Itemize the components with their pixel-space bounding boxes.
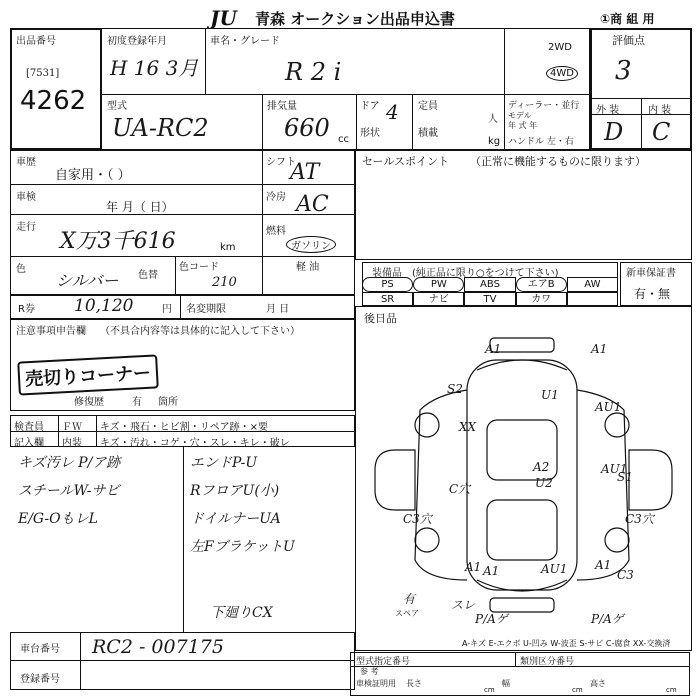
sales-point-note: （正常に機能するものに限ります） (470, 155, 646, 168)
interior-label: 内 装 (648, 105, 672, 116)
fuel-gas: ガソリン (286, 236, 336, 253)
sales-point-label: セールスポイント (362, 155, 450, 168)
width-label: 幅 (502, 679, 510, 688)
damage-mark: C3穴 (403, 512, 432, 526)
height-label: 高さ (590, 679, 606, 688)
damage-mark: XX (459, 420, 477, 434)
tax-unit: 円 (162, 304, 172, 315)
car-name-label: 車名・グレード (210, 36, 280, 47)
note-right: RフロアU(小) (190, 483, 280, 499)
load-unit: kg (488, 136, 501, 147)
tax-value: 10,120 (74, 296, 134, 316)
fuel-diesel: 軽 油 (296, 262, 320, 273)
damage-mark: C3穴 (625, 512, 654, 526)
equipment-item: ABS (464, 277, 515, 292)
mileage-unit: km (220, 242, 236, 253)
mileage-label: 走行 (16, 222, 36, 233)
notice-label: 注意事項申告欄 (16, 326, 86, 337)
damage-mark: U1 (541, 388, 559, 402)
displacement-value: 660 (284, 114, 330, 142)
lot-number-label: 出品番号 (16, 36, 56, 47)
ref-label: 参 考 (360, 667, 379, 676)
transfer-value: 月 日 (266, 304, 290, 315)
equipment-grid (362, 277, 618, 306)
equipment-note: (純正品に限り○をつけて下さい) (412, 268, 559, 279)
width-unit: cm (572, 686, 583, 694)
record-interior: 内装 (62, 438, 82, 449)
drive-4wd: 4WD (546, 66, 578, 81)
damage-mark: S2 (447, 382, 463, 396)
capacity-label: 定員 (418, 101, 438, 112)
damage-mark: P/Aゲ (475, 612, 508, 626)
warranty-label: 新車保証書 (626, 268, 676, 279)
damage-mark: C3 (617, 568, 634, 582)
damage-mark: A1 (483, 564, 500, 578)
equipment-item: PW (413, 277, 464, 292)
load-label: 積載 (418, 128, 438, 139)
diagram-marks (355, 330, 692, 630)
door-value: 4 (386, 100, 399, 124)
lot-small-number: [7531] (26, 68, 60, 79)
note-right: 下廻りCX (210, 605, 273, 621)
equipment-item (567, 292, 618, 307)
inspection-value: 年 月（ 日） (106, 200, 174, 214)
height-unit: cm (666, 686, 677, 694)
damage-mark: AU1 (601, 462, 628, 476)
color-code-label: 色コード (179, 262, 219, 273)
note-right: 左FブラケットU (190, 539, 295, 555)
rear-label: 後日品 (364, 312, 397, 325)
repair-part-label: 箇所 (158, 397, 178, 408)
record-interior-items: キズ・汚れ・コゲ・穴・スレ・キレ・破レ (100, 438, 290, 449)
ac-label: 冷房 (266, 192, 286, 203)
exterior-value: D (604, 118, 624, 146)
equipment-item: PS (362, 277, 413, 292)
note-left: キズ汚レ P/ア跡 (18, 455, 121, 471)
model-year-label: モデル (508, 111, 532, 120)
equipment-item: ナビ (413, 292, 464, 307)
length-label: 長さ (406, 679, 422, 688)
note-left: スチールW-サビ (18, 483, 120, 499)
damage-mark: A2 (533, 460, 550, 474)
equipment-item: SR (362, 292, 413, 307)
interior-value: C (652, 118, 671, 146)
damage-mark: A1 (465, 560, 482, 574)
fuel-label: 燃料 (266, 226, 286, 237)
damage-mark: U2 (535, 476, 553, 490)
chassis-label: 車台番号 (20, 644, 60, 655)
inspection-label: 車検 (16, 192, 36, 203)
repair-history-value: 有 (132, 397, 142, 408)
record-label: 記入欄 (14, 438, 44, 449)
displacement-label: 排気量 (267, 101, 297, 112)
mileage-value: X万3千616 (60, 229, 176, 254)
tax-label: R券 (18, 304, 35, 315)
car-name-value: R 2 i (285, 58, 342, 86)
notice-note: （不具合内容等は具体的に記入して下さい） (100, 326, 300, 337)
inspector-fw-items: キズ・飛石・ヒビ割・リペア跡・×要 (100, 422, 268, 433)
handle-label: ハンドル 左・右 (508, 137, 574, 147)
color-label: 色 (16, 264, 26, 275)
exterior-label: 外 装 (596, 105, 620, 116)
model-value: UA-RC2 (112, 114, 209, 142)
inspector-fw: ＦＷ (62, 422, 82, 433)
color-value: シルバー (56, 271, 119, 290)
equipment-item: カワ (516, 292, 567, 307)
first-reg-value: H 16 3月 (110, 56, 199, 80)
history-label: 車歴 (16, 157, 36, 168)
shift-label: シフト (266, 157, 296, 168)
model-year-unit: 年 式 年 (508, 121, 538, 130)
displacement-unit: cc (338, 134, 349, 145)
shape-label: 形状 (360, 128, 380, 139)
color-code-value: 210 (212, 275, 237, 290)
capacity-unit: 人 (488, 114, 498, 125)
auction-logo: JU (210, 6, 237, 30)
drive-2wd: 2WD (548, 42, 572, 53)
color-swap-label: 色替 (138, 270, 158, 281)
class-label: 類別区分番号 (520, 657, 575, 667)
damage-mark: C穴 (449, 482, 471, 496)
damage-mark: A1 (595, 558, 612, 572)
cert-label: 車検証明用 (356, 679, 396, 688)
transfer-label: 名変期限 (186, 304, 226, 315)
first-reg-label: 初度登録年月 (107, 36, 167, 47)
damage-mark: 有 (403, 592, 416, 606)
equipment-item: TV (464, 292, 515, 307)
repair-history-label: 修復歴 (74, 397, 104, 408)
damage-mark: S1 (617, 470, 633, 484)
tax-row (10, 295, 355, 319)
dealer-label: ディーラー・並行 (508, 101, 580, 111)
history-value: 自家用・（ ） (55, 168, 131, 183)
damage-mark: スレ (451, 598, 476, 612)
damage-legend: A-キズ E-エクボ U-凹み W-波歪 S-サビ C-腐食 XX-交換済 (462, 639, 671, 648)
inspector-label: 検査員 (14, 422, 44, 433)
model-label: 型式 (107, 101, 127, 112)
lot-number-value: 4262 (20, 86, 87, 116)
grade-label: 評価点 (612, 34, 645, 47)
sell-off-stamp: 売切りコーナー (17, 354, 159, 395)
reg-label: 登録番号 (20, 674, 60, 685)
equipment-item: AW (567, 277, 618, 292)
form-title: 青森 オークション出品申込書 (255, 10, 455, 28)
damage-mark: AU1 (541, 562, 568, 576)
chassis-value: RC2 - 007175 (92, 636, 224, 658)
warranty-value: 有・無 (634, 287, 671, 301)
note-right: ドイルナーUA (190, 511, 281, 527)
grade-value: 3 (615, 56, 632, 86)
copy-label: ①商 組 用 (600, 12, 655, 26)
equipment-item: エアB (516, 277, 567, 292)
spare-label: スペア (395, 609, 419, 618)
damage-mark: A1 (485, 342, 502, 356)
note-left: E/G-OもレL (18, 511, 98, 527)
damage-mark: AU1 (595, 400, 622, 414)
damage-mark: A1 (591, 342, 608, 356)
shift-value: AT (290, 160, 320, 185)
length-unit: cm (484, 686, 495, 694)
door-label: ドア (360, 101, 380, 112)
damage-mark: P/Aゲ (591, 612, 624, 626)
ac-value: AC (296, 192, 329, 217)
note-right: エンドP-U (190, 455, 258, 471)
equipment-label: 装備品 (372, 268, 402, 279)
designation-label: 型式指定番号 (356, 657, 411, 667)
